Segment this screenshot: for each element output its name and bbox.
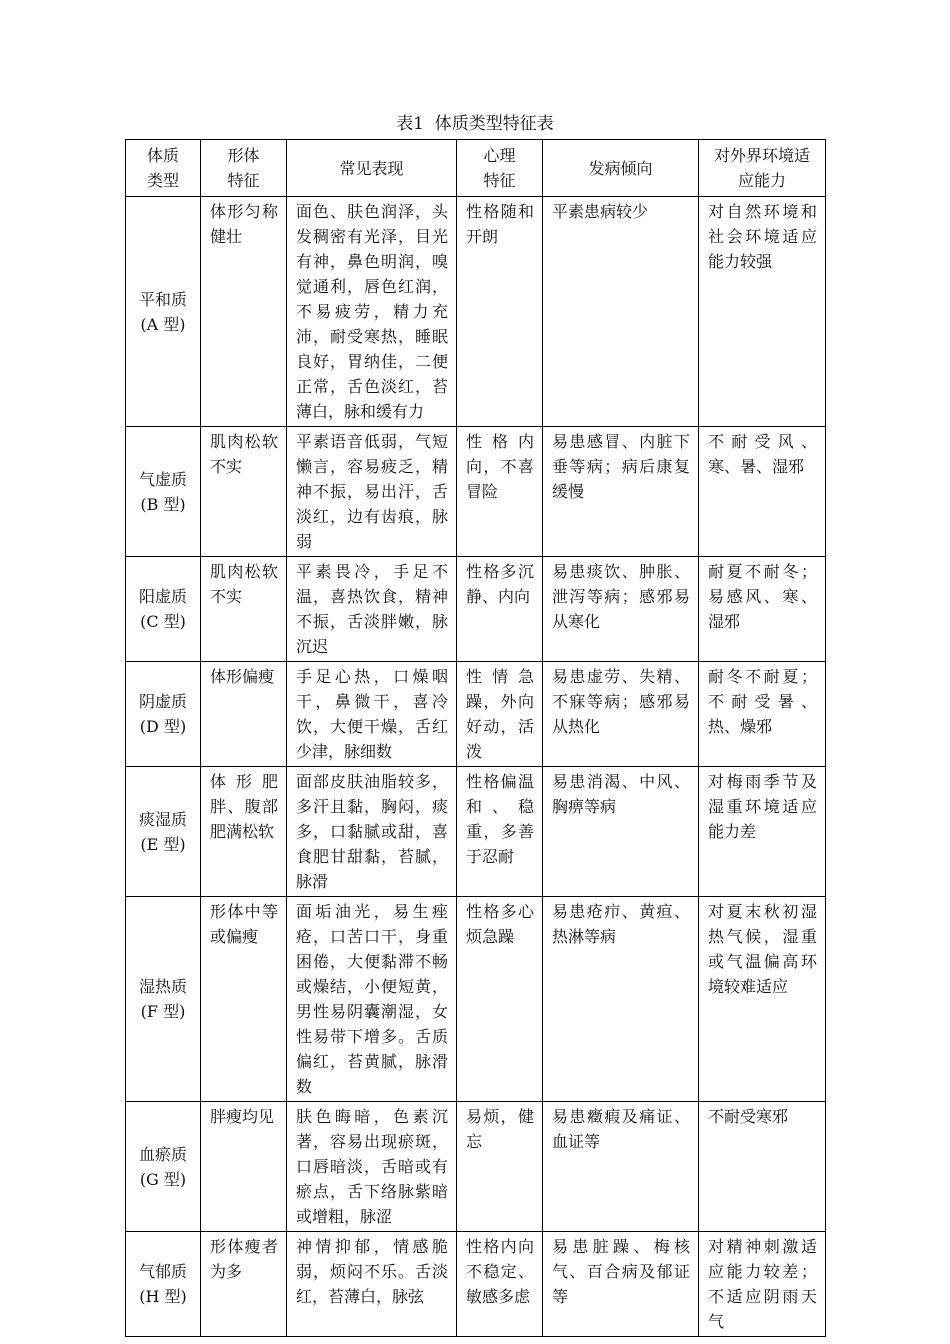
constitution-type-cell: 阳虚质 (C 型) (126, 557, 201, 662)
adaptability-cell: 对夏末秋初湿热气候，湿重或气温偏高环境较难适应 (699, 897, 826, 1102)
disease-tendency-cell: 平素患病较少 (543, 197, 699, 427)
table-row-pinghe (126, 197, 826, 427)
table-row-qixu (126, 427, 826, 557)
table-row-yangxu (126, 557, 826, 662)
constitution-type-cell: 阴虚质 (D 型) (126, 662, 201, 767)
common-signs-cell: 神情抑郁，情感脆弱，烦闷不乐。舌淡红，苔薄白，脉弦 (287, 1232, 457, 1337)
table-row-qiyu (126, 1232, 826, 1337)
common-signs-cell: 面色、肤色润泽，头发稠密有光泽，目光有神，鼻色明润，嗅觉通利，唇色红润，不易疲劳，精力充沛，耐受寒热，睡眠良好，胃纳佳，二便正常，舌色淡红，苔薄白，脉和缓有力 (287, 197, 457, 427)
table-row-shire (126, 897, 826, 1102)
body-shape-cell: 形体中等或偏瘦 (201, 897, 287, 1102)
constitution-type-cell: 气虚质 (B 型) (126, 427, 201, 557)
constitution-type-cell: 气郁质 (H 型) (126, 1232, 201, 1337)
table-row-tanshi (126, 767, 826, 897)
constitution-type-cell: 痰湿质 (E 型) (126, 767, 201, 897)
common-signs-cell: 面垢油光，易生痤疮，口苦口干，身重困倦，大便黏滞不畅或燥结，小便短黄，男性易阴囊潮湿，女性易带下增多。舌质偏红，苔黄腻，脉滑数 (287, 897, 457, 1102)
body-shape-cell: 肌肉松软不实 (201, 557, 287, 662)
adaptability-cell: 对精神刺激适应能力较差；不适应阴雨天气 (699, 1232, 826, 1337)
header-common-signs: 常见表现 (287, 140, 457, 197)
adaptability-cell: 对自然环境和社会环境适应能力较强 (699, 197, 826, 427)
table-row-xueyu (126, 1102, 826, 1232)
adaptability-cell: 耐冬不耐夏；不耐受暑、热、燥邪 (699, 662, 826, 767)
psychology-cell: 性格内向不稳定、敏感多虑 (457, 1232, 543, 1337)
constitution-type-cell: 湿热质 (F 型) (126, 897, 201, 1102)
disease-tendency-cell: 易患脏躁、梅核气、百合病及郁证等 (543, 1232, 699, 1337)
constitution-table (125, 139, 826, 1337)
disease-tendency-cell: 易患癥瘕及痛证、血证等 (543, 1102, 699, 1232)
disease-tendency-cell: 易患虚劳、失精、不寐等病；感邪易从热化 (543, 662, 699, 767)
header-row (126, 140, 826, 197)
adaptability-cell: 不耐受风、寒、暑、湿邪 (699, 427, 826, 557)
header-psychology: 心理 特征 (457, 140, 543, 197)
header-constitution-type: 体质 类型 (126, 140, 201, 197)
table-row-yinxu (126, 662, 826, 767)
body-shape-cell: 形体瘦者为多 (201, 1232, 287, 1337)
psychology-cell: 性格偏温和、稳重，多善于忍耐 (457, 767, 543, 897)
common-signs-cell: 手足心热，口燥咽干，鼻微干，喜冷饮，大便干燥，舌红少津，脉细数 (287, 662, 457, 767)
disease-tendency-cell: 易患感冒、内脏下垂等病；病后康复缓慢 (543, 427, 699, 557)
body-shape-cell: 胖瘦均见 (201, 1102, 287, 1232)
header-disease-tendency: 发病倾向 (543, 140, 699, 197)
disease-tendency-cell: 易患痰饮、肿胀、泄泻等病；感邪易从寒化 (543, 557, 699, 662)
body-shape-cell: 肌肉松软不实 (201, 427, 287, 557)
psychology-cell: 性格随和开朗 (457, 197, 543, 427)
disease-tendency-cell: 易患疮疖、黄疸、热淋等病 (543, 897, 699, 1102)
common-signs-cell: 平素语音低弱，气短懒言，容易疲乏，精神不振，易出汗，舌淡红，边有齿痕，脉弱 (287, 427, 457, 557)
table-caption: 表1 体质类型特征表 (396, 114, 554, 134)
body-shape-cell: 体形肥胖、腹部肥满松软 (201, 767, 287, 897)
adaptability-cell: 耐夏不耐冬；易感风、寒、湿邪 (699, 557, 826, 662)
common-signs-cell: 平素畏冷，手足不温，喜热饮食，精神不振，舌淡胖嫩，脉沉迟 (287, 557, 457, 662)
common-signs-cell: 面部皮肤油脂较多，多汗且黏，胸闷，痰多，口黏腻或甜，喜食肥甘甜黏，苔腻，脉滑 (287, 767, 457, 897)
disease-tendency-cell: 易患消渴、中风、胸痹等病 (543, 767, 699, 897)
psychology-cell: 性格多沉静、内向 (457, 557, 543, 662)
constitution-type-cell: 平和质 (A 型) (126, 197, 201, 427)
psychology-cell: 性情急躁，外向好动，活泼 (457, 662, 543, 767)
common-signs-cell: 肤色晦暗，色素沉著，容易出现瘀斑，口唇暗淡，舌暗或有瘀点，舌下络脉紫暗或增粗，脉涩 (287, 1102, 457, 1232)
adaptability-cell: 对梅雨季节及湿重环境适应能力差 (699, 767, 826, 897)
psychology-cell: 性格多心烦急躁 (457, 897, 543, 1102)
constitution-type-cell: 血瘀质 (G 型) (126, 1102, 201, 1232)
adaptability-cell: 不耐受寒邪 (699, 1102, 826, 1232)
body-shape-cell: 体形偏瘦 (201, 662, 287, 767)
psychology-cell: 性格内向，不喜冒险 (457, 427, 543, 557)
body-shape-cell: 体形匀称健壮 (201, 197, 287, 427)
header-body-shape: 形体 特征 (201, 140, 287, 197)
header-adaptability: 对外界环境适 应能力 (699, 140, 826, 197)
psychology-cell: 易烦，健忘 (457, 1102, 543, 1232)
